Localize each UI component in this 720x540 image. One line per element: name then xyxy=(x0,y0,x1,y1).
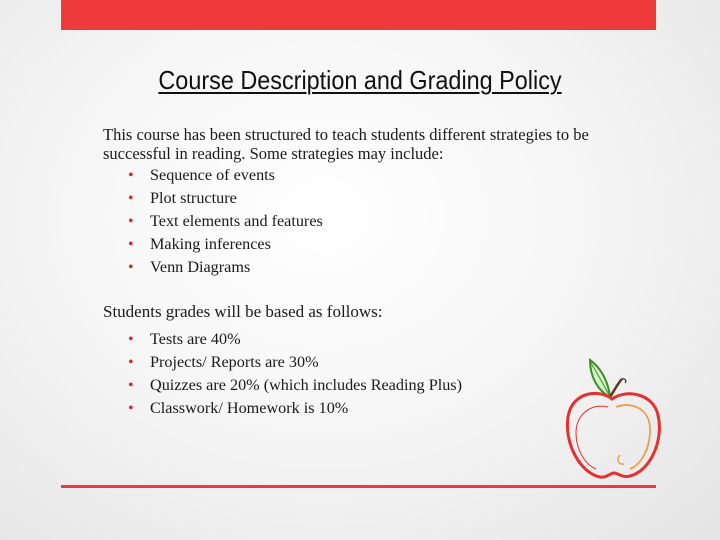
list-item: • Making inferences xyxy=(103,233,593,256)
list-item: • Tests are 40% xyxy=(103,328,593,351)
list-item: • Quizzes are 20% (which includes Reading Plus) xyxy=(103,374,593,397)
grading-intro: Students grades will be based as follows: xyxy=(103,302,383,321)
list-item: • Classwork/ Homework is 10% xyxy=(103,397,593,420)
list-item: • Text elements and features xyxy=(103,210,593,233)
bottom-accent-line xyxy=(61,485,656,488)
slide-title: Course Description and Grading Policy xyxy=(158,65,562,95)
strategies-list xyxy=(103,164,593,279)
list-item: • Plot structure xyxy=(103,187,593,210)
grading-list xyxy=(103,328,593,420)
list-item: • Projects/ Reports are 30% xyxy=(103,351,593,374)
apple-icon xyxy=(560,355,665,485)
slide-body xyxy=(103,125,593,420)
top-accent-bar xyxy=(61,0,656,30)
list-item: • Sequence of events xyxy=(103,164,593,187)
intro-paragraph: This course has been structured to teach students different strategies to be successful in reading. Some strategies may include: xyxy=(103,125,589,163)
list-item: • Venn Diagrams xyxy=(103,256,593,279)
